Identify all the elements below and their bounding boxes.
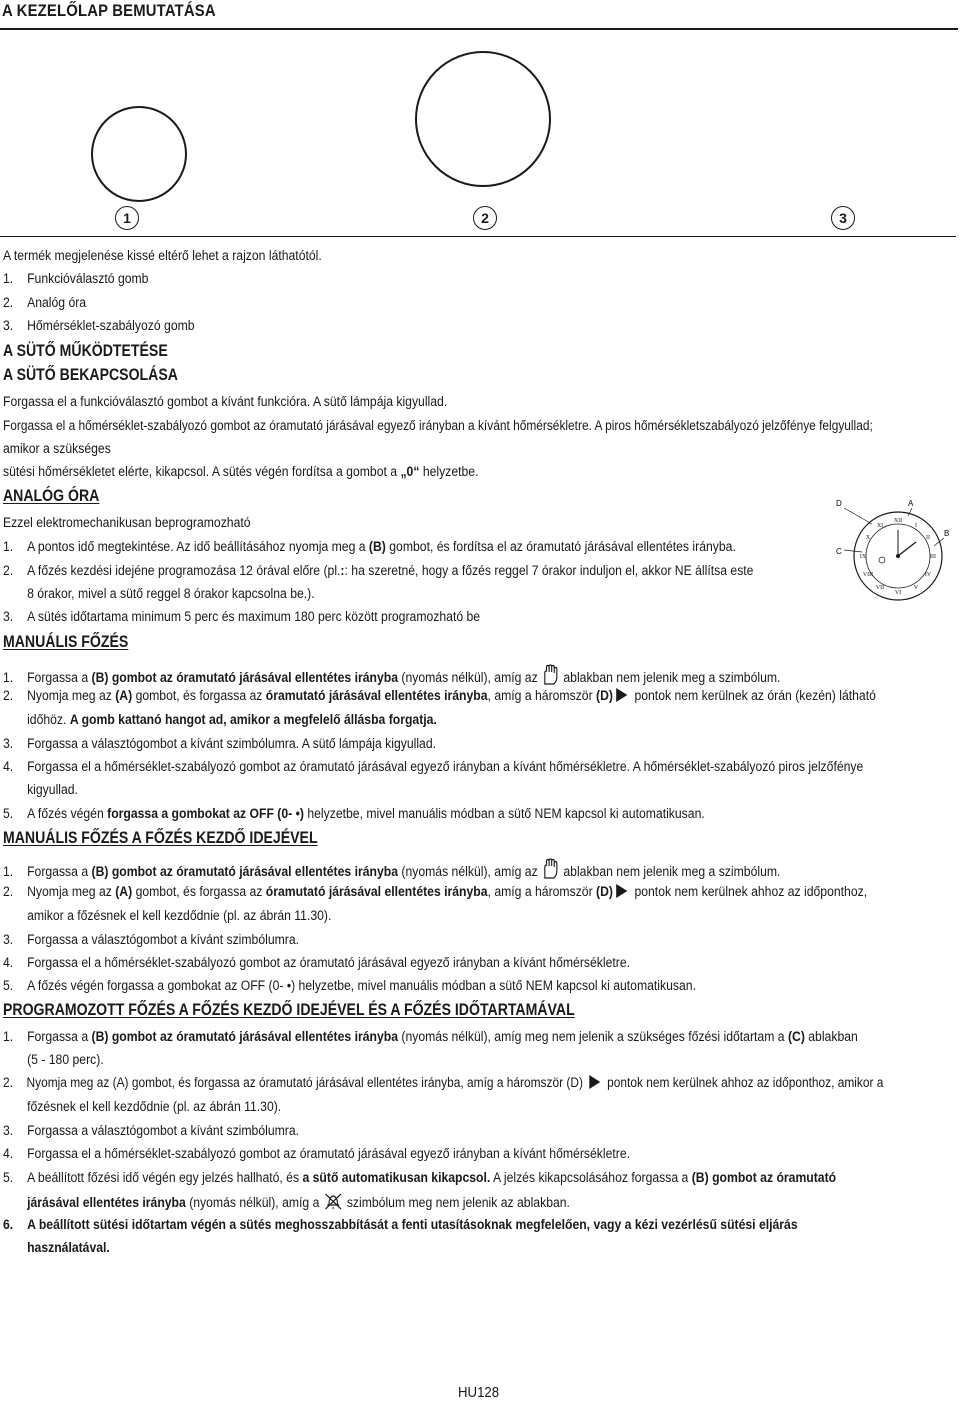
svg-text:XI: XI (876, 523, 884, 529)
section-heading-manual-start-time: MANUÁLIS FŐZÉS A FŐZÉS KEZDŐ IDEJÉVEL (3, 829, 318, 847)
svg-text:X: X (865, 535, 871, 541)
section-heading-manual-cooking: MANUÁLIS FŐZÉS (3, 633, 129, 651)
svg-text:IX: IX (859, 554, 867, 560)
svg-text:II: II (926, 535, 930, 541)
list-item: 1. Forgassa a (B) gombot az óramutató járásával ellentétes irányba (nyomás nélkül), amíg meg nem jelenik a szükséges főzési időtartam a (C) ablakban (3, 1029, 858, 1045)
list-item: 2. Nyomja meg az (A) gombot, és forgassa az óramutató járásával ellentétes irányba, amíg a háromször (D) pontok nem kerülnek ahhoz az időponthoz, amikor a (3, 1075, 884, 1091)
list-item-continued: időhöz. A gomb kattanó hangot ad, amikor a megfelelő állásba forgatja. (27, 712, 437, 728)
svg-text:VII: VII (875, 585, 885, 591)
list-item: 1. A pontos idő megtekintése. Az idő beállításához nyomja meg a (B) gombot, és fordítsa el az óramutató járásával ellentétes irányba. (3, 539, 736, 555)
diagram-label-b: B (944, 529, 950, 538)
list-item: 1. Funkcióválasztó gomb (3, 271, 149, 287)
analog-clock-dial (415, 51, 551, 187)
list-item: 2. Analóg óra (3, 295, 87, 311)
paragraph-line: amikor a szükséges (3, 441, 111, 457)
list-item: 3. A sütés időtartama minimum 5 perc és maximum 180 perc között programozható be (3, 609, 481, 625)
page-number: HU128 (458, 1384, 500, 1401)
diagram-label-c: C (836, 547, 842, 556)
svg-text:VIII: VIII (862, 572, 874, 578)
list-item: 5. A beállított főzési idő végén egy jelzés hallható, és a sütő automatikusan kikapcsol. A jelzés kikapcsolásához forgassa a (B) gombot az óramutató (3, 1170, 837, 1186)
list-item-continued: használatával. (27, 1240, 110, 1256)
triangle-marker-icon (616, 884, 627, 898)
list-item: 5. A főzés végén forgassa a gombokat az OFF (0- •) helyzetbe, mivel manuális módban a sütő NEM kapcsol ki automatikusan. (3, 806, 705, 822)
list-item-continued: 8 órakor, mivel a sütő reggel 8 órakor kapcsolna be.). (27, 586, 315, 602)
paragraph-line: Forgassa el a funkcióválasztó gombot a kívánt funkcióra. A sütő lámpája kigyullad. (3, 394, 448, 410)
appearance-note: A termék megjelenése kissé eltérő lehet a rajzon láthatótól. (3, 248, 322, 264)
list-item: 3. Hőmérséklet-szabályozó gomb (3, 318, 195, 334)
paragraph-line: Forgassa el a hőmérséklet-szabályozó gombot az óramutató járásával egyező irányban a kívánt hőmérsékletre. A piros hőmérsékletszabályozó jelzőfénye felgyullad; (3, 418, 873, 434)
list-item-continued: amikor a főzésnek el kell kezdődnie (pl. az ábrán 11.30). (27, 908, 332, 924)
page-title: A KEZELŐLAP BEMUTATÁSA (2, 2, 216, 20)
section-heading-switch-on: A SÜTŐ BEKAPCSOLÁSA (3, 366, 178, 384)
clock-diagram (832, 494, 952, 608)
list-item: 1. Forgassa a (B) gombot az óramutató járásával ellentétes irányba (nyomás nélkül), amíg az ablakban nem jelenik meg a szimbólum. (3, 664, 780, 688)
diagram-label-a: A (908, 499, 914, 508)
paragraph-line: sütési hőmérsékletet elérte, kikapcsol. A sütés végén fordítsa a gombot a „0“ helyzetbe. (3, 464, 479, 480)
section-heading-programmed-cooking: PROGRAMOZOTT FŐZÉS A FŐZÉS KEZDŐ IDEJÉVEL ÉS A FŐZÉS IDŐTARTAMÁVAL (3, 1001, 575, 1019)
list-item: 4. Forgassa el a hőmérséklet-szabályozó gombot az óramutató járásával egyező irányban a kívánt hőmérsékletre. (3, 1146, 630, 1162)
title-rule (0, 28, 958, 30)
diagram-label-d: D (836, 499, 842, 508)
triangle-marker-icon (616, 688, 627, 702)
function-selector-knob (91, 106, 187, 202)
list-item: 2. Nyomja meg az (A) gombot, és forgassa az óramutató járásával ellentétes irányba, amíg a háromször (D) pontok nem kerülnek az órán (kezén) látható (3, 688, 876, 704)
label-1-circle: 1 (115, 206, 139, 230)
list-item: 3. Forgassa a választógombot a kívánt szimbólumra. A sütő lámpája kigyullad. (3, 736, 437, 752)
label-2-circle: 2 (473, 206, 497, 230)
label-3-circle: 3 (831, 206, 855, 230)
triangle-marker-icon (590, 1075, 601, 1089)
list-item-continued: kigyullad. (27, 782, 78, 798)
hand-icon (541, 664, 560, 686)
list-item-continued: (5 - 180 perc). (27, 1052, 104, 1068)
list-item: 1. Forgassa a (B) gombot az óramutató járásával ellentétes irányba (nyomás nélkül), amíg az ablakban nem jelenik meg a szimbólum. (3, 858, 780, 882)
bell-off-icon (323, 1191, 344, 1211)
svg-text:IV: IV (924, 572, 932, 578)
svg-text:VI: VI (894, 590, 902, 596)
list-item: 2. A főzés kezdési idejéne programozása 12 órával előre (pl.:: ha szeretné, hogy a főzés reggel 7 órakor induljon el, akkor NE állítsa este (3, 563, 754, 579)
svg-text:V: V (913, 585, 919, 591)
list-item: 6. A beállított sütési időtartam végén a sütés meghosszabbítását a fenti utasításoknak megfelelően, vagy a kézi vezérlésű sütési eljárás (3, 1217, 798, 1233)
list-item: 2. Nyomja meg az (A) gombot, és forgassa az óramutató járásával ellentétes irányba, amíg a háromször (D) pontok nem kerülnek ahhoz az időponthoz, (3, 884, 868, 900)
list-item: 3. Forgassa a választógombot a kívánt szimbólumra. (3, 1123, 300, 1139)
control-panel-drawing (0, 33, 956, 237)
section-heading-analog-clock: ANALÓG ÓRA (3, 487, 100, 505)
list-item-continued: főzésnek el kell kezdődnie (pl. az ábrán 11.30). (27, 1099, 282, 1115)
svg-text:III: III (930, 554, 936, 560)
list-item-continued: járásával ellentétes irányba (nyomás nélkül), amíg a szimbólum meg nem jelenik az ablakban. (3, 1191, 570, 1213)
list-item: 4. Forgassa el a hőmérséklet-szabályozó gombot az óramutató járásával egyező irányban a kívánt hőmérsékletre. (3, 955, 630, 971)
section-heading-operation: A SÜTŐ MŰKÖDTETÉSE (3, 342, 168, 360)
svg-text:XII: XII (893, 518, 903, 524)
clock-subtitle: Ezzel elektromechanikusan beprogramozható (3, 515, 251, 531)
list-item: 4. Forgassa el a hőmérséklet-szabályozó gombot az óramutató járásával egyező irányban a kívánt hőmérsékletre. A hőmérséklet-szabályozó piros jelzőfénye (3, 759, 864, 775)
hand-icon (541, 858, 560, 880)
svg-text:I: I (915, 523, 917, 529)
list-item: 3. Forgassa a választógombot a kívánt szimbólumra. (3, 932, 300, 948)
list-item: 5. A főzés végén forgassa a gombokat az OFF (0- •) helyzetbe, mivel manuális módban a sütő NEM kapcsol ki automatikusan. (3, 978, 696, 994)
